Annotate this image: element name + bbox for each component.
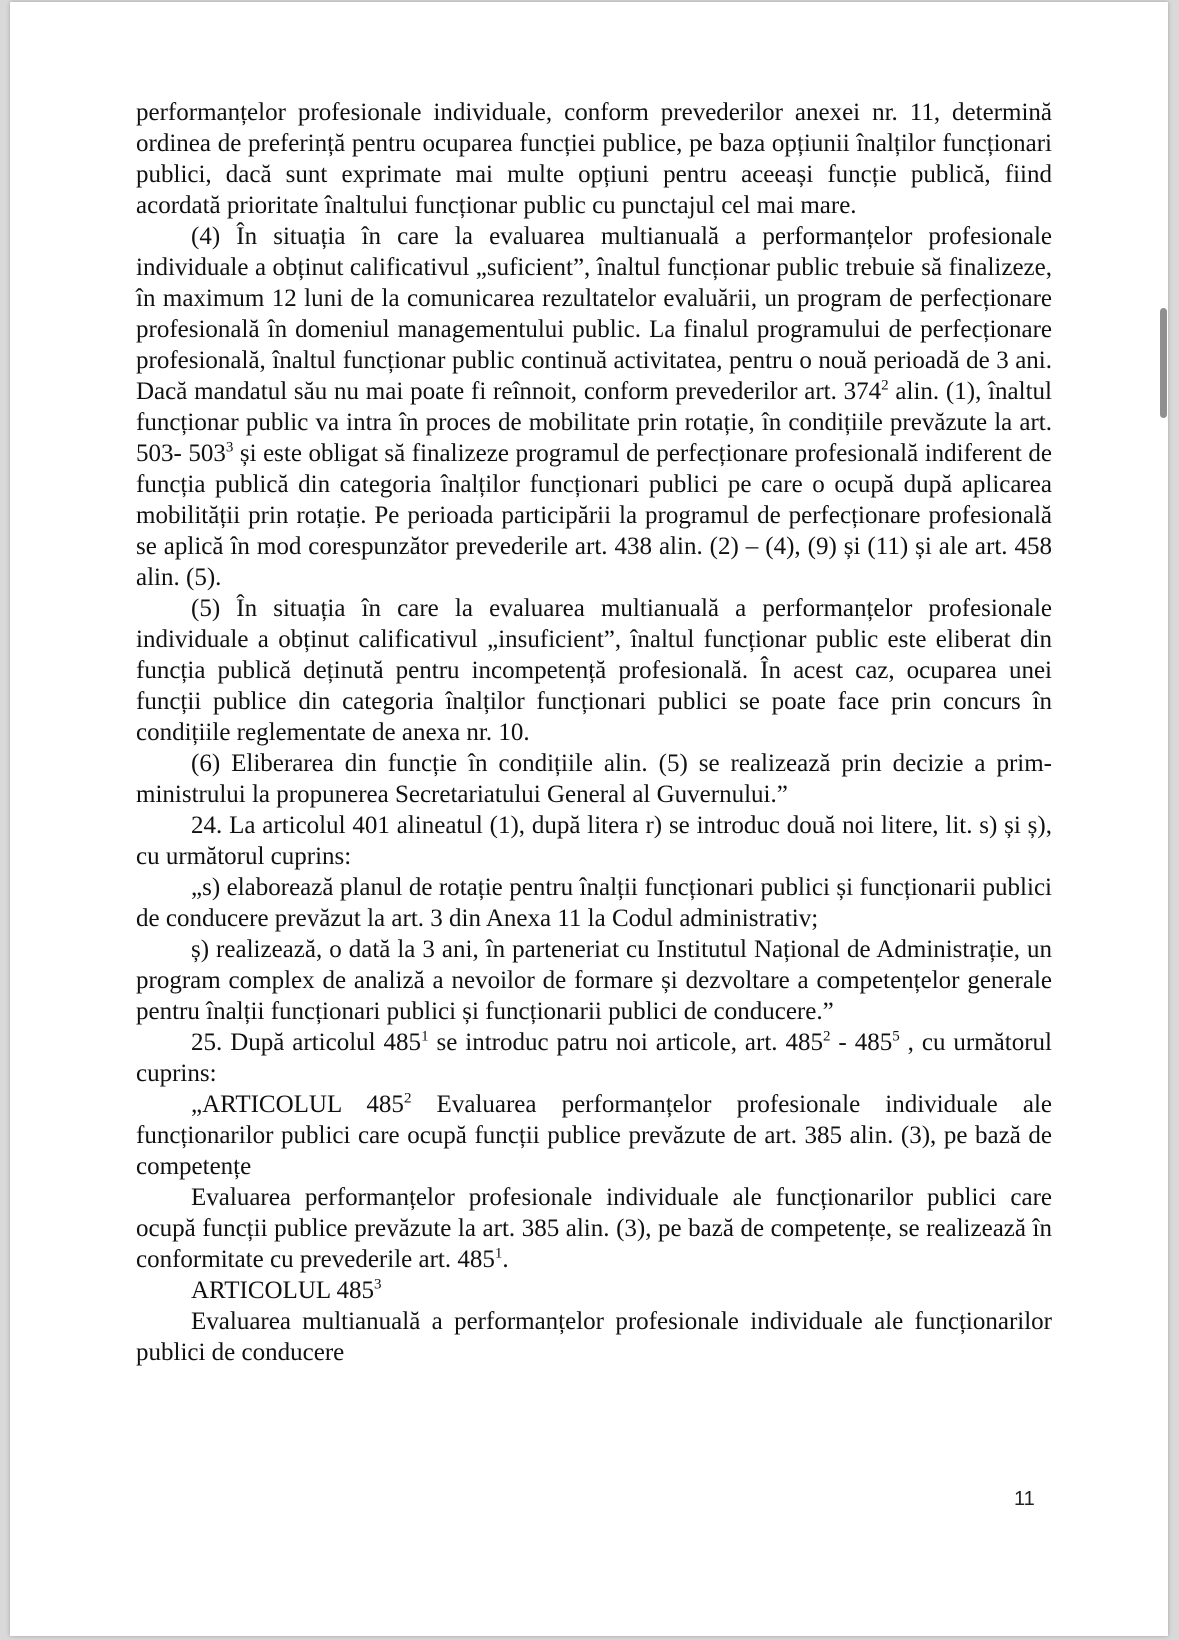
paragraph (136, 1182, 1052, 1275)
text-run: 25. După articolul 485 (191, 1029, 422, 1056)
superscript: 1 (494, 1245, 503, 1262)
text-run: Evaluarea performanțelor profesionale individuale ale funcționarilor publici care ocupă funcții publice prevăzute de art. 385 alin. (3), pe bază de competențe (136, 1091, 1052, 1180)
paragraph (136, 1027, 1052, 1089)
text-run: „s) elaborează planul de rotație pentru înalții funcționari publici și funcționarii publici de conducere prevăzut la art. 3 din Anexa 11 la Codul administrativ; (136, 874, 1052, 932)
text-run: Evaluarea multianuală a performanțelor profesionale individuale ale funcționarilor publici de conducere (136, 1308, 1052, 1366)
text-run: alin. (1), înaltul funcționar public va intra în proces de mobilitate prin rotație, în condițiile prevăzute la art. 503- 503 (136, 378, 1052, 467)
vertical-scrollbar[interactable] (1160, 308, 1167, 418)
paragraph (136, 748, 1052, 810)
text-run: ARTICOLUL 485 (191, 1277, 374, 1304)
superscript: 3 (373, 1276, 382, 1293)
text-run: și este obligat să finalizeze programul de perfecționare profesională indiferent de funcția publică din categoria înalților funcționari publici pe care o ocupă după aplicarea mobilității prin rotație. Pe perioada participării la programul de perfecționare profesională se aplică în mod corespunzător prevederile art. 438 alin. (2) – (4), (9) și (11) și ale art. 458 alin. (5). (136, 440, 1052, 591)
paragraph (136, 221, 1052, 593)
paragraph (136, 872, 1052, 934)
superscript: 1 (421, 1028, 429, 1045)
paragraph (136, 1275, 1052, 1306)
superscript: 2 (822, 1028, 831, 1045)
text-run: (5) În situația în care la evaluarea multianuală a performanțelor profesionale individuale a obținut calificativul „insuficient”, înaltul funcționar public este eliberat din funcția publică deținută pentru incompetență profesională. În acest caz, ocuparea unei funcții publice din categoria înalților funcționari publici se poate face prin concurs în condițiile reglementate de anexa nr. 10. (136, 595, 1052, 746)
superscript: 2 (881, 377, 889, 394)
text-run: performanțelor profesionale individuale, conform prevederilor anexei nr. 11, determină ordinea de preferință pentru ocuparea funcției publice, pe baza opțiunii înalților funcționari publici, dacă sunt exprimate mai multe opțiuni pentru aceeași funcție publică, fiind acordată prioritate înaltului funcționar public cu punctajul cel mai mare. (136, 99, 1052, 219)
paragraph (136, 1306, 1052, 1368)
paragraph (136, 934, 1052, 1027)
superscript: 3 (225, 439, 234, 456)
text-run: (4) În situația în care la evaluarea multianuală a performanțelor profesionale individuale a obținut calificativul „suficient”, înaltul funcționar public trebuie să finalizeze, în maximum 12 luni de la comunicarea rezultatelor evaluării, un program de perfecționare profesională în domeniul managementului public. La finalul programului de perfecționare profesională, înaltul funcționar public continuă activitatea, pentru o nouă perioadă de 3 ani. Dacă mandatul său nu mai poate fi reînnoit, conform prevederilor art. 374 (136, 223, 1052, 405)
paragraph (136, 810, 1052, 872)
page-number: 11 (1014, 1488, 1035, 1510)
paragraph (136, 97, 1052, 221)
text-run: se introduc patru noi articole, art. 485 (428, 1029, 823, 1056)
text-run: „ARTICOLUL 485 (191, 1091, 404, 1118)
document-body (136, 97, 1052, 1368)
text-run: Evaluarea performanțelor profesionale individuale ale funcționarilor publici care ocupă funcții publice prevăzute la art. 385 alin. (3), pe bază de competențe, se realizează în conformitate cu prevederile art. 485 (136, 1184, 1052, 1273)
superscript: 5 (892, 1028, 900, 1045)
text-run: - 485 (830, 1029, 893, 1056)
paragraph (136, 593, 1052, 748)
text-run: 24. La articolul 401 alineatul (1), după litera r) se introduc două noi litere, lit. s) și ș), cu următorul cuprins: (136, 812, 1052, 870)
text-run: , cu următorul cuprins: (136, 1029, 1052, 1087)
document-page (10, 2, 1168, 1636)
text-run: . (502, 1246, 509, 1273)
text-run: ș) realizează, o dată la 3 ani, în parteneriat cu Institutul Național de Administrație, un program complex de analiză a nevoilor de formare și dezvoltare a competențelor generale pentru înalții funcționari publici și funcționarii publici de conducere.” (136, 936, 1052, 1025)
paragraph (136, 1089, 1052, 1182)
superscript: 2 (403, 1090, 412, 1107)
text-run: (6) Eliberarea din funcție în condițiile alin. (5) se realizează prin decizie a prim-ministrului la propunerea Secretariatului General al Guvernului.” (136, 750, 1052, 808)
